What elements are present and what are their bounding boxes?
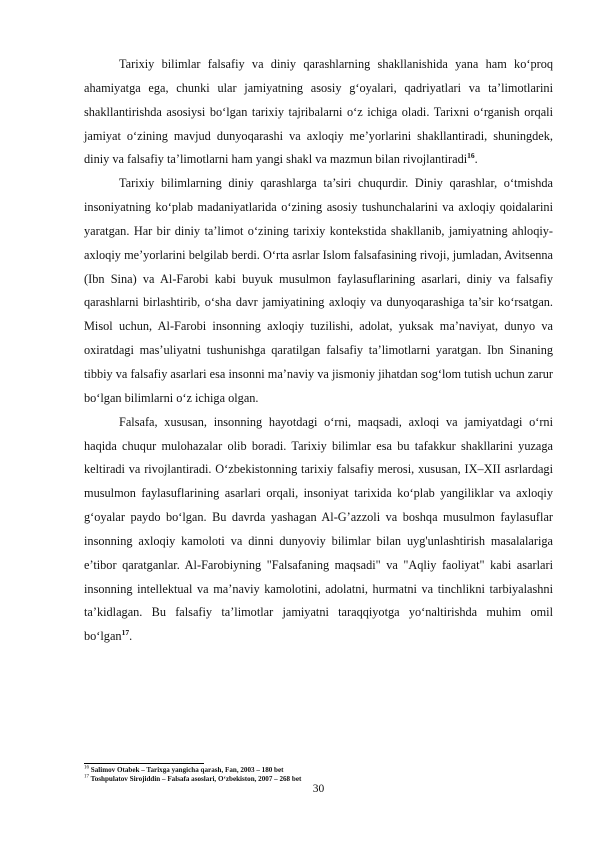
paragraph-text: Tarixiy bilimlarning diniy qarashlarga ta’siri chuqurdir. Diniy qarashlar, o‘tmishda insoniyatning ko‘plab madaniyatlarida o‘zining asosiy tushunchalarini va axloqiy qoidalarini yaratgan. Har bir diniy ta’limot o‘zining tarixiy kontekstida shakllanib, jamiyatning ahloqiy-axloqiy me’yorlarini belgilab berdi. O‘rta asrlar Islom falsafasining rivoji, jumladan, Avitsenna (Ibn Sina) va Al-Farobi kabi buyuk musulmon faylasuflarining asarlari, diniy va falsafiy qarashlarni birlashtirib, o‘sha davr jamiyatining axloqiy va dunyoqarashiga ta’sir ko‘rsatgan. Misol uchun, Al-Farobi insonning axloqiy tuzilishi, adolat, yuksak ma’naviyat, dunyo va oxiratdagi mas’uliyatni tushunishga qaratilgan falsafiy ta’limotlarni yaratgan. Ibn Sinaning tibbiy va falsafiy asarlari esa insonni ma’naviy va jismoniy jihatdan sog‘lom tutish uchun zarur bo‘lgan bilimlarni o‘z ichiga olgan. — [84, 176, 553, 405]
footnote — [84, 766, 553, 775]
page-number: 30 — [312, 783, 325, 795]
paragraph — [84, 53, 553, 172]
paragraph — [84, 172, 553, 410]
footnote-separator — [84, 763, 204, 764]
footnotes — [84, 766, 553, 784]
footnote-text: Salimov Otabek – Tarixga yangicha qarash, Fan, 2003 – 180 bet — [90, 766, 284, 774]
paragraph-text: Falsafa, xususan, insonning hayotdagi o‘rni, maqsadi, axloqi va jamiyatdagi o‘rni haqida chuqur mulohazalar olib boradi. Tarixiy bilimlar esa bu tafakkur shakllarini yuzaga keltiradi va rivojlantiradi. O‘zbekistonning tarixiy falsafiy merosi, xususan, IX–XII asrlardagi musulmon faylasuflarining asarlari orqali, insoniyat tarixida ko‘plab yangiliklar va axloqiy g‘oyalar paydo bo‘lgan. Bu davrda yashagan Al-G’azzoli va boshqa musulmon faylasuflar insonning axloqiy kamoloti va dinni dunyoviy bilimlar bilan uyg'unlashtirish masalalariga e’tibor qaratganlar. Al-Farobiyning "Falsafaning maqsadi" va "Aqliy faoliyat" kabi asarlari insonning intellektual va ma’naviy kamolotini, adolatni, hurmatni va tinchlikni tarbiyalashni ta’kidlagan. Bu falsafiy ta’limotlar jamiyatni taraqqiyotga yo‘naltirishda muhim omil bo‘lgan — [84, 414, 553, 644]
paragraph-end: . — [129, 629, 133, 644]
paragraph-end: . — [474, 152, 478, 167]
footnote-number: 16 — [84, 765, 89, 771]
footnote-text: Toshpulatov Sirojiddin – Falsafa asoslari, O‘zbekiston, 2007 – 268 bet — [90, 775, 302, 784]
footnote-ref: 17 — [121, 628, 130, 638]
body-text — [84, 53, 553, 649]
paragraph-text: Tarixiy bilimlar falsafiy va diniy qarashlarning shakllanishida yana ham ko‘proq ahamiyatga ega, chunki ular jamiyatning asosiy g‘oyalari, qadriyatlari va ta’limotlarini shakllantirishda asosiysi bo‘lgan tarixiy tajribalarni o‘z ichiga oladi. Tarixni o‘rganish orqali jamiyat o‘zining mavjud dunyoqarashi va axloqiy me’yorlarini shakllantiradi, shuningdek, diniy va falsafiy ta’limotlarni ham yangi shakl va mazmun bilan rivojlantiradi — [84, 57, 553, 167]
footnote-number: 17 — [84, 774, 89, 780]
paragraph — [84, 411, 553, 649]
footnote-ref: 16 — [467, 151, 475, 161]
